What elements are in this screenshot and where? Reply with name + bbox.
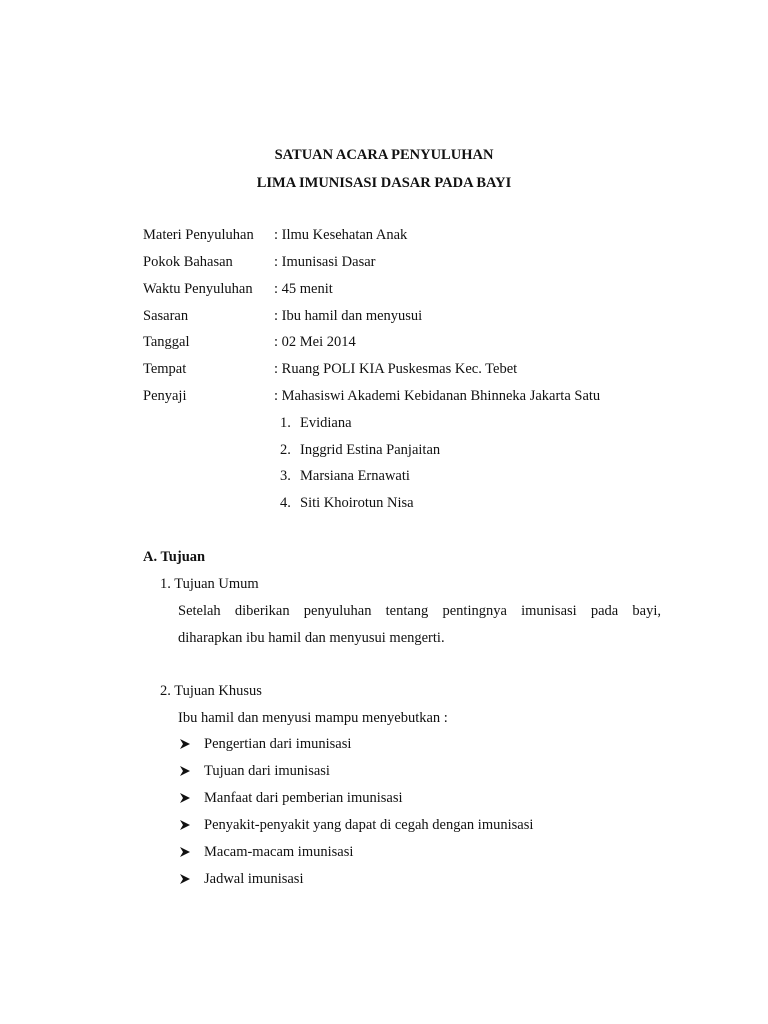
info-label: Tanggal — [143, 334, 190, 350]
arrow-bullet-icon — [178, 818, 192, 832]
list-item: Tujuan dari imunisasi — [204, 763, 330, 779]
info-label: Penyaji — [143, 388, 187, 404]
presenter-name: Siti Khoirotun Nisa — [300, 495, 414, 511]
info-value: : Imunisasi Dasar — [274, 254, 376, 270]
list-number: 4. — [280, 495, 291, 511]
info-label: Waktu Penyuluhan — [143, 281, 253, 297]
list-item: Penyakit-penyakit yang dapat di cegah dengan imunisasi — [204, 817, 534, 833]
info-label: Tempat — [143, 361, 187, 377]
arrow-bullet-icon — [178, 737, 192, 751]
presenter-name: Evidiana — [300, 415, 352, 431]
list-number: 3. — [280, 468, 291, 484]
arrow-bullet-icon — [178, 845, 192, 859]
list-number: 2. — [280, 442, 291, 458]
info-label: Sasaran — [143, 308, 189, 324]
list-item: Manfaat dari pemberian imunisasi — [204, 790, 403, 806]
presenter-name: Inggrid Estina Panjaitan — [300, 442, 441, 458]
info-value: : Mahasiswi Akademi Kebidanan Bhinneka Jakarta Satu — [274, 388, 601, 404]
list-item: Jadwal imunisasi — [204, 871, 304, 887]
list-number: 1. — [280, 415, 291, 431]
document-subtitle: LIMA IMUNISASI DASAR PADA BAYI — [256, 175, 512, 191]
list-item: Pengertian dari imunisasi — [204, 736, 352, 752]
arrow-bullet-icon — [178, 764, 192, 778]
info-value: : Ibu hamil dan menyusui — [274, 308, 423, 324]
section-heading: A. Tujuan — [143, 549, 206, 565]
document-title: SATUAN ACARA PENYULUHAN — [274, 147, 494, 163]
info-label: Pokok Bahasan — [143, 254, 233, 270]
arrow-bullet-icon — [178, 872, 192, 886]
info-value: : Ilmu Kesehatan Anak — [274, 227, 408, 243]
intro-text: Ibu hamil dan menyusi mampu menyebutkan : — [178, 710, 448, 726]
arrow-bullet-icon — [178, 791, 192, 805]
list-item: Macam-macam imunisasi — [204, 844, 354, 860]
subsection-heading: 1. Tujuan Umum — [160, 576, 259, 592]
info-value: : 02 Mei 2014 — [274, 334, 356, 350]
info-value: : Ruang POLI KIA Puskesmas Kec. Tebet — [274, 361, 518, 377]
paragraph-line: diharapkan ibu hamil dan menyusui mengerti. — [178, 630, 445, 646]
info-label: Materi Penyuluhan — [143, 227, 254, 243]
paragraph-line: Setelah diberikan penyuluhan tentang pentingnya imunisasi pada bayi, — [178, 603, 661, 619]
presenter-name: Marsiana Ernawati — [300, 468, 410, 484]
info-value: : 45 menit — [274, 281, 333, 297]
subsection-heading: 2. Tujuan Khusus — [160, 683, 262, 699]
